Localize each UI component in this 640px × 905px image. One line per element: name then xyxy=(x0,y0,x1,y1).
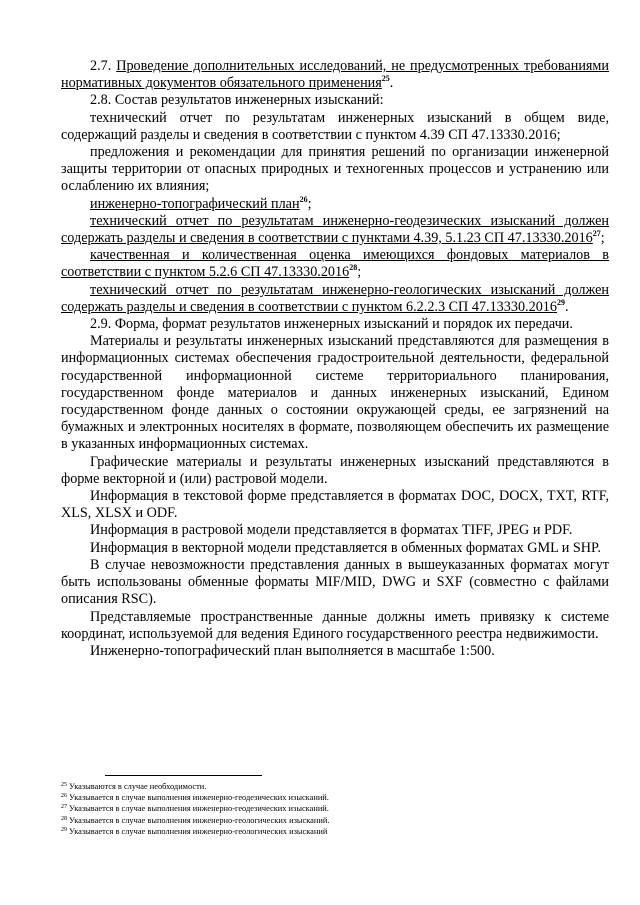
footnote: $^{25}$ Указываются в случае необходимости. xyxy=(61,782,207,791)
footnote-ref: 25 xyxy=(381,74,390,84)
footnote: $^{26}$ Указывается в случае выполнения инженерно-геодезических изысканий. xyxy=(61,793,329,803)
paragraph: В случае невозможности представления данных в вышеуказанных форматах могут быть использованы обменные форматы MIF/MID, DWG и SXF (совместно с файлами описания RSC). xyxy=(61,556,609,608)
list-item: предложения и рекомендации для принятия решений по организации инженерной защиты территории от опасных природных и техногенных процессов и устранению или ослаблению их влияния; xyxy=(61,144,609,195)
paragraph: Материалы и результаты инженерных изысканий представляются для размещения в информационных системах обеспечения градостроительной деятельности, федеральной государственной информационной системе территориального планирования, государственном фонде материалов и данных инженерных изысканий, Едином государственном фонде данных о состоянии окружающей среды, ее загрязнений на бумажных и электронных носителях в формате, позволяющем обеспечить их размещение в указанных информационных системах. xyxy=(61,333,609,453)
footnote-separator xyxy=(105,775,262,776)
list-item: качественная и количественная оценка имеющихся фондовых материалов в соответствии с пунктом 5.2.6 СП 47.13330.2016$^{28}$; xyxy=(61,247,609,281)
paragraph: Инженерно-топографический план выполняется в масштабе 1:500. xyxy=(90,642,495,659)
document-body xyxy=(61,58,609,660)
paragraph: Информация в растровой модели представляется в форматах TIFF, JPEG и PDF. xyxy=(90,522,573,539)
footnote: $^{29}$ Указывается в случае выполнения инженерно-геологических изысканий xyxy=(61,826,328,836)
list-item: технический отчет по результатам инженерных изысканий в общем виде, содержащий разделы и сведения в соответствии с пунктом 4.39 СП 47.13330.2016; xyxy=(61,109,609,143)
footnote: $^{28}$ Указывается в случае выполнения инженерно-геологических изысканий. xyxy=(61,815,330,825)
paragraph: Графические материалы и результаты инженерных изысканий представляются в форме векторной и (или) растровой модели. xyxy=(61,453,609,487)
footnote-ref: 27 xyxy=(592,229,601,239)
paragraph-2-7: 2.7. Проведение дополнительных исследований, не предусмотренных требованиями нормативных документов обязательного применения$^{25}$. xyxy=(61,58,610,92)
paragraph: Представляемые пространственные данные должны иметь привязку к системе координат, используемой для ведения Единого государственного реестра недвижимости. xyxy=(61,608,609,642)
list-item: технический отчет по результатам инженерно-геодезических изысканий должен содержать разделы и сведения в соответствии с пунктами 4.39, 5.1.23 СП 47.13330.2016$^{27}$; xyxy=(61,212,609,247)
paragraph-2-8: 2.8. Состав результатов инженерных изысканий: xyxy=(90,92,384,109)
footnote: $^{27}$ Указывается в случае выполнения инженерно-геодезических изысканий. xyxy=(61,804,329,814)
footnotes xyxy=(61,781,609,837)
footnote-ref: 28 xyxy=(349,263,358,273)
paragraph: Информация в текстовой форме представляется в форматах DOC, DOCX, TXT, RTF, XLS, XLSX и ODF. xyxy=(61,488,609,522)
list-item: инженерно-топографический план$^{26}$; xyxy=(90,194,312,212)
footnote-ref: 29 xyxy=(556,297,565,307)
footnote-ref: 26 xyxy=(299,194,308,204)
paragraph: Информация в векторной модели представляется в обменных форматах GML и SHP. xyxy=(90,539,601,556)
paragraph-2-9: 2.9. Форма, формат результатов инженерных изысканий и порядок их передачи. xyxy=(90,316,573,333)
list-item: технический отчет по результатам инженерно-геологических изысканий должен содержать разделы и сведения в соответствии с пунктом 6.2.2.3 СП 47.13330.2016$^{29}$. xyxy=(61,281,609,315)
